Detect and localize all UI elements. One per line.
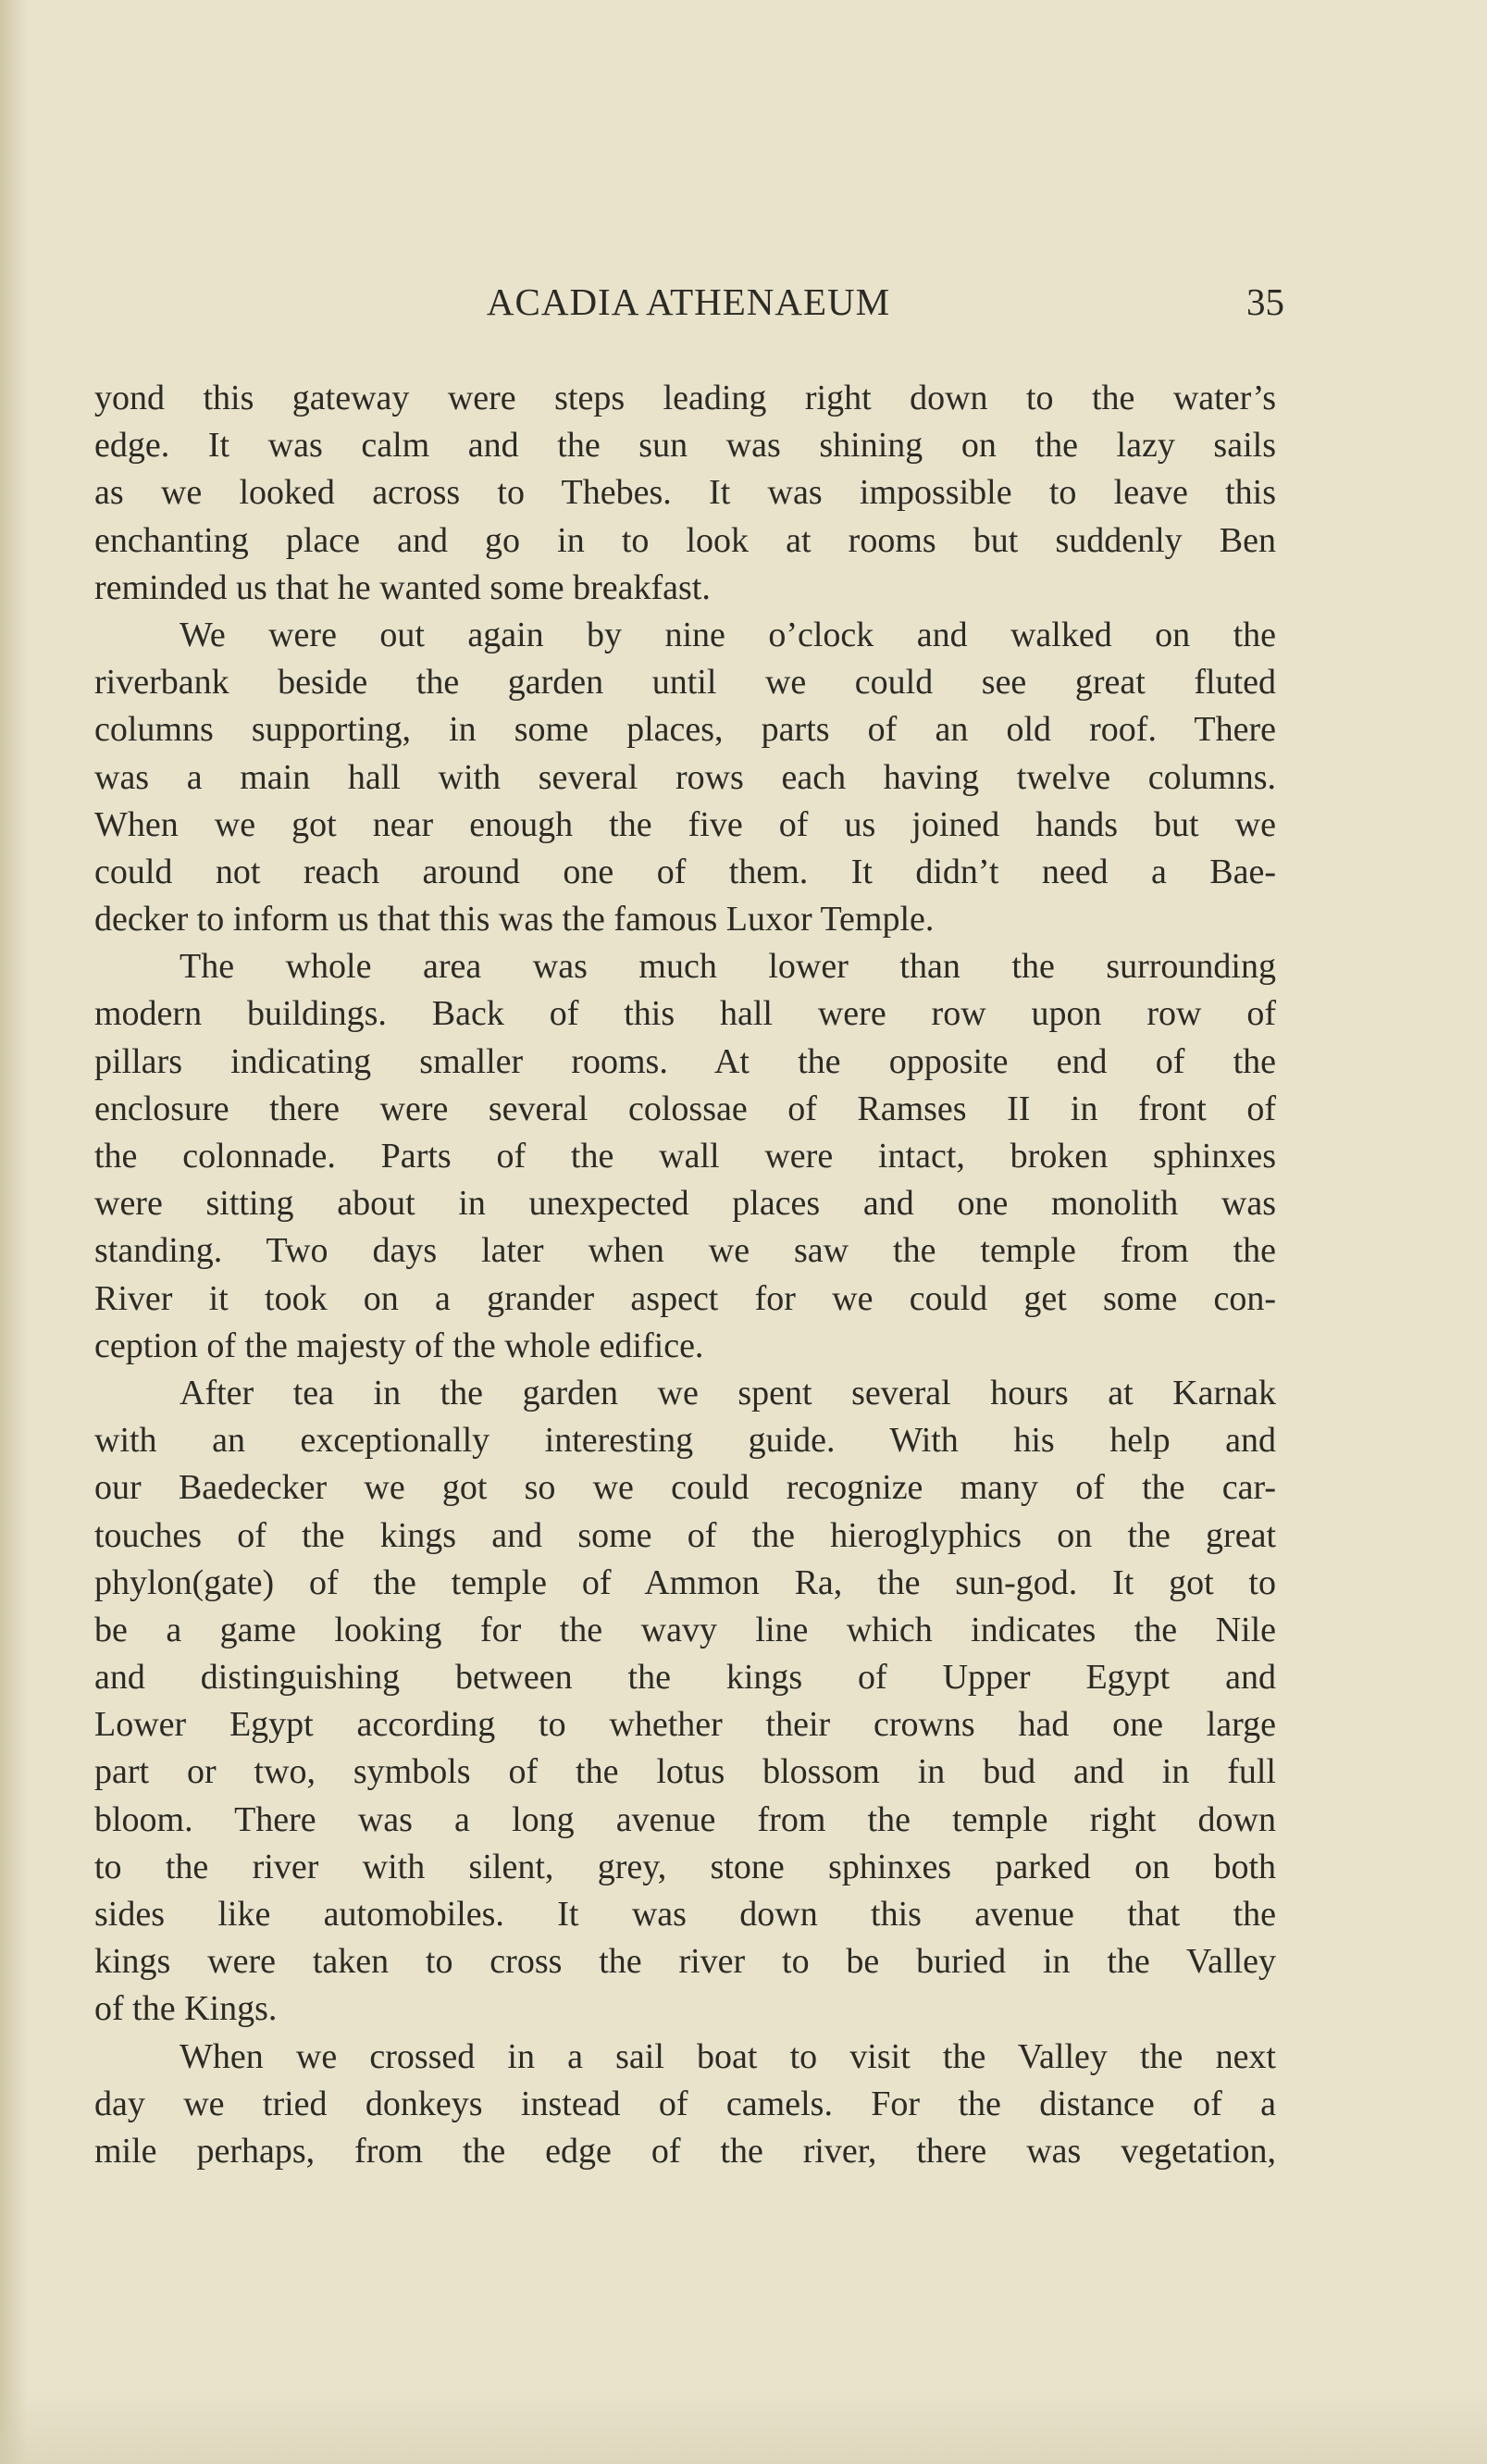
text-line: The whole area was much lower than the surrounding [180,947,1276,987]
body-text [94,375,1276,2175]
text-line: reminded us that he wanted some breakfast. [94,567,711,607]
text-line: and distinguishing between the kings of Upper Egypt and [94,1658,1276,1698]
text-line: part or two, symbols of the lotus blossom in bud and in full [94,1752,1276,1792]
text-line: enclosure there were several colossae of Ramses II in front of [94,1089,1276,1128]
text-line: When we got near enough the five of us joined hands but we [94,804,1276,844]
text-line: enchanting place and go in to look at rooms but suddenly Ben [94,520,1276,560]
text-line: edge. It was calm and the sun was shining on the lazy sails [94,426,1276,466]
text-line: phylon(gate) of the temple of Ammon Ra, the sun-god. It got to [94,1562,1276,1602]
text-line: decker to inform us that this was the famous Luxor Temple. [94,900,935,940]
text-line: was a main hall with several rows each having twelve columns. [94,757,1276,797]
text-line: We were out again by nine o’clock and walked on the [180,615,1276,654]
text-line: bloom. There was a long avenue from the temple right down [94,1799,1276,1839]
text-line: yond this gateway were steps leading right down to the water’s [94,379,1276,417]
text-line: were sitting about in unexpected places and one monolith was [94,1184,1276,1224]
text-line: ception of the majesty of the whole edifice. [94,1325,704,1365]
text-line: our Baedecker we got so we could recognize many of the car- [94,1468,1276,1508]
text-line: River it took on a grander aspect for we could get some con- [94,1278,1276,1318]
page-bottom-shadow [0,2390,1487,2464]
text-line: mile perhaps, from the edge of the river, there was vegetation, [94,2131,1276,2171]
text-line: as we looked across to Thebes. It was impossible to leave this [94,473,1276,513]
text-line: Lower Egypt according to whether their crowns had one large [94,1705,1276,1745]
text-line: be a game looking for the wavy line which indicates the Nile [94,1610,1276,1649]
text-line: kings were taken to cross the river to be buried in the Valley [94,1942,1276,1982]
text-line: of the Kings. [94,1989,278,2029]
text-line: to the river with silent, grey, stone sphinxes parked on both [94,1847,1276,1886]
text-line: touches of the kings and some of the hieroglyphics on the great [94,1515,1276,1555]
text-line: standing. Two days later when we saw the temple from the [94,1231,1276,1271]
text-line: columns supporting, in some places, parts of an old roof. There [94,710,1276,750]
text-line: the colonnade. Parts of the wall were intact, broken sphinxes [94,1137,1276,1176]
text-line: sides like automobiles. It was down this avenue that the [94,1895,1276,1934]
text-line: could not reach around one of them. It didn’t need a Bae- [94,852,1276,891]
text-line: pillars indicating smaller rooms. At the opposite end of the [94,1041,1276,1081]
text-line: with an exceptionally interesting guide. With his help and [94,1421,1276,1461]
text-line: riverbank beside the garden until we could see great fluted [94,663,1276,703]
text-line: modern buildings. Back of this hall were row upon row of [94,994,1276,1034]
page-edge-shadow [0,0,28,2464]
page-number: 35 [1246,280,1284,323]
text-line: day we tried donkeys instead of camels. For the distance of a [94,2084,1276,2123]
journal-title: ACADIA ATHENAEUM [486,280,891,323]
text-line: When we crossed in a sail boat to visit the Valley the next [180,2036,1276,2076]
running-head [93,280,1284,331]
text-line: After tea in the garden we spent several hours at Karnak [180,1373,1276,1412]
